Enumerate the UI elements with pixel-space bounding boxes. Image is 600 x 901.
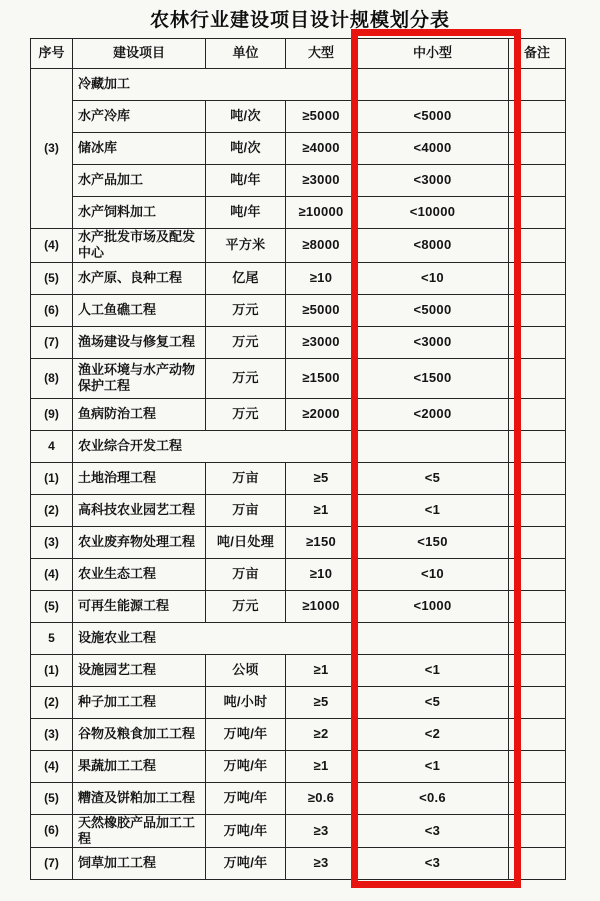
cell-unit: 万亩	[206, 558, 286, 590]
cell-large: ≥4000	[286, 133, 357, 165]
cell-unit: 万元	[206, 294, 286, 326]
cell-large: ≥5	[286, 462, 357, 494]
table-row	[31, 814, 566, 848]
cell-large: ≥3000	[286, 326, 357, 358]
cell-unit: 万吨/年	[206, 750, 286, 782]
cell-unit: 吨/次	[206, 133, 286, 165]
table-row	[31, 358, 566, 398]
table-row	[31, 101, 566, 133]
cell-unit: 万吨/年	[206, 814, 286, 848]
table-row	[31, 622, 566, 654]
cell-medium-small: <5	[357, 686, 509, 718]
cell-project: 种子加工工程	[73, 686, 206, 718]
cell-serial: 4	[31, 430, 73, 462]
cell-project: 储冰库	[73, 133, 206, 165]
cell-project: 谷物及粮食加工工程	[73, 718, 206, 750]
col-header-medium-small: 中小型	[357, 39, 509, 69]
table-row	[31, 430, 566, 462]
cell-remark	[509, 430, 566, 462]
cell-large: ≥1	[286, 750, 357, 782]
cell-remark	[509, 782, 566, 814]
cell-unit: 万亩	[206, 462, 286, 494]
cell-serial: (4)	[31, 558, 73, 590]
cell-serial: (8)	[31, 358, 73, 398]
cell-project: 冷藏加工	[73, 69, 509, 101]
cell-unit: 万亩	[206, 494, 286, 526]
cell-unit: 公顷	[206, 654, 286, 686]
cell-large: ≥10	[286, 262, 357, 294]
cell-project: 水产品加工	[73, 165, 206, 197]
cell-unit: 万吨/年	[206, 718, 286, 750]
cell-remark	[509, 398, 566, 430]
table-row	[31, 165, 566, 197]
cell-unit: 万元	[206, 590, 286, 622]
cell-project: 设施园艺工程	[73, 654, 206, 686]
cell-large: ≥1000	[286, 590, 357, 622]
cell-large: ≥3000	[286, 165, 357, 197]
cell-unit: 亿尾	[206, 262, 286, 294]
cell-project: 鱼病防治工程	[73, 398, 206, 430]
col-header-remark: 备注	[509, 39, 566, 69]
cell-medium-small: <0.6	[357, 782, 509, 814]
cell-serial: (4)	[31, 750, 73, 782]
cell-unit: 吨/年	[206, 165, 286, 197]
cell-remark	[509, 165, 566, 197]
cell-project: 水产冷库	[73, 101, 206, 133]
cell-large: ≥10	[286, 558, 357, 590]
table-row	[31, 462, 566, 494]
cell-medium-small: <3	[357, 848, 509, 880]
cell-unit: 万元	[206, 326, 286, 358]
cell-serial: (5)	[31, 782, 73, 814]
cell-remark	[509, 654, 566, 686]
cell-serial: (7)	[31, 326, 73, 358]
cell-project: 可再生能源工程	[73, 590, 206, 622]
cell-unit: 万元	[206, 358, 286, 398]
cell-medium-small: <5000	[357, 101, 509, 133]
cell-serial: (1)	[31, 462, 73, 494]
cell-project: 饲草加工工程	[73, 848, 206, 880]
document-title: 农林行业建设项目设计规模划分表	[149, 10, 450, 31]
cell-medium-small: <10	[357, 262, 509, 294]
cell-medium-small: <2	[357, 718, 509, 750]
cell-remark	[509, 69, 566, 101]
cell-serial: (3)	[31, 526, 73, 558]
cell-medium-small: <2000	[357, 398, 509, 430]
cell-remark	[509, 262, 566, 294]
cell-large: ≥1	[286, 494, 357, 526]
cell-project: 渔场建设与修复工程	[73, 326, 206, 358]
cell-unit: 平方米	[206, 229, 286, 263]
cell-unit: 吨/年	[206, 197, 286, 229]
table-body	[31, 69, 566, 880]
cell-large: ≥10000	[286, 197, 357, 229]
cell-large: ≥2000	[286, 398, 357, 430]
cell-project: 糟渣及饼粕加工工程	[73, 782, 206, 814]
cell-large: ≥8000	[286, 229, 357, 263]
cell-remark	[509, 590, 566, 622]
cell-unit: 万元	[206, 398, 286, 430]
cell-remark	[509, 197, 566, 229]
cell-unit: 万吨/年	[206, 848, 286, 880]
table-row	[31, 133, 566, 165]
table-row	[31, 654, 566, 686]
cell-serial: (4)	[31, 229, 73, 263]
cell-large: ≥5000	[286, 101, 357, 133]
cell-serial: (2)	[31, 494, 73, 526]
cell-serial: (3)	[31, 718, 73, 750]
cell-unit: 吨/次	[206, 101, 286, 133]
cell-medium-small: <4000	[357, 133, 509, 165]
cell-project: 设施农业工程	[73, 622, 509, 654]
cell-medium-small: <1	[357, 750, 509, 782]
cell-serial: (3)	[31, 69, 73, 229]
cell-medium-small: <3	[357, 814, 509, 848]
table-row	[31, 229, 566, 263]
table-row	[31, 590, 566, 622]
table-row	[31, 262, 566, 294]
cell-remark	[509, 814, 566, 848]
cell-project: 农业废弃物处理工程	[73, 526, 206, 558]
cell-medium-small: <1	[357, 654, 509, 686]
cell-serial: (9)	[31, 398, 73, 430]
table-row	[31, 750, 566, 782]
cell-medium-small: <3000	[357, 165, 509, 197]
cell-large: ≥1	[286, 654, 357, 686]
cell-serial: (6)	[31, 814, 73, 848]
cell-large: ≥5	[286, 686, 357, 718]
cell-remark	[509, 101, 566, 133]
table-row	[31, 69, 566, 101]
cell-project: 土地治理工程	[73, 462, 206, 494]
table-row	[31, 718, 566, 750]
table-row	[31, 494, 566, 526]
cell-remark	[509, 750, 566, 782]
cell-project: 农业综合开发工程	[73, 430, 509, 462]
cell-large: ≥2	[286, 718, 357, 750]
cell-project: 农业生态工程	[73, 558, 206, 590]
col-header-project: 建设项目	[73, 39, 206, 69]
cell-unit: 万吨/年	[206, 782, 286, 814]
cell-medium-small: <8000	[357, 229, 509, 263]
cell-remark	[509, 494, 566, 526]
cell-serial: (5)	[31, 590, 73, 622]
header-row	[31, 39, 566, 69]
cell-medium-small: <1	[357, 494, 509, 526]
table-row	[31, 848, 566, 880]
cell-medium-small: <3000	[357, 326, 509, 358]
cell-medium-small: <5000	[357, 294, 509, 326]
cell-remark	[509, 848, 566, 880]
col-header-unit: 单位	[206, 39, 286, 69]
cell-medium-small: <1500	[357, 358, 509, 398]
scale-table-wrapper	[30, 38, 566, 880]
cell-serial: 5	[31, 622, 73, 654]
cell-remark	[509, 558, 566, 590]
cell-large: ≥0.6	[286, 782, 357, 814]
cell-remark	[509, 294, 566, 326]
cell-remark	[509, 229, 566, 263]
cell-project: 高科技农业园艺工程	[73, 494, 206, 526]
cell-unit: 吨/小时	[206, 686, 286, 718]
cell-medium-small: <10	[357, 558, 509, 590]
table-row	[31, 398, 566, 430]
cell-large: ≥3	[286, 814, 357, 848]
cell-project: 天然橡胶产品加工工程	[73, 814, 206, 848]
table-row	[31, 197, 566, 229]
cell-remark	[509, 358, 566, 398]
scale-table	[30, 38, 566, 880]
cell-medium-small: <150	[357, 526, 509, 558]
cell-project: 水产饲料加工	[73, 197, 206, 229]
cell-medium-small: <10000	[357, 197, 509, 229]
table-row	[31, 326, 566, 358]
col-header-serial: 序号	[31, 39, 73, 69]
cell-medium-small: <1000	[357, 590, 509, 622]
cell-project: 水产原、良种工程	[73, 262, 206, 294]
cell-large: ≥1500	[286, 358, 357, 398]
table-row	[31, 526, 566, 558]
cell-remark	[509, 686, 566, 718]
cell-large: ≥150	[286, 526, 357, 558]
cell-remark	[509, 133, 566, 165]
cell-project: 水产批发市场及配发中心	[73, 229, 206, 263]
cell-medium-small: <5	[357, 462, 509, 494]
cell-serial: (1)	[31, 654, 73, 686]
cell-serial: (7)	[31, 848, 73, 880]
table-row	[31, 294, 566, 326]
cell-remark	[509, 326, 566, 358]
cell-remark	[509, 622, 566, 654]
cell-serial: (5)	[31, 262, 73, 294]
cell-remark	[509, 526, 566, 558]
table-row	[31, 558, 566, 590]
cell-remark	[509, 718, 566, 750]
cell-project: 人工鱼礁工程	[73, 294, 206, 326]
table-row	[31, 782, 566, 814]
cell-project: 渔业环境与水产动物保护工程	[73, 358, 206, 398]
cell-large: ≥3	[286, 848, 357, 880]
col-header-large: 大型	[286, 39, 357, 69]
cell-large: ≥5000	[286, 294, 357, 326]
cell-unit: 吨/日处理	[206, 526, 286, 558]
cell-serial: (6)	[31, 294, 73, 326]
table-row	[31, 686, 566, 718]
cell-remark	[509, 462, 566, 494]
cell-serial: (2)	[31, 686, 73, 718]
cell-project: 果蔬加工工程	[73, 750, 206, 782]
